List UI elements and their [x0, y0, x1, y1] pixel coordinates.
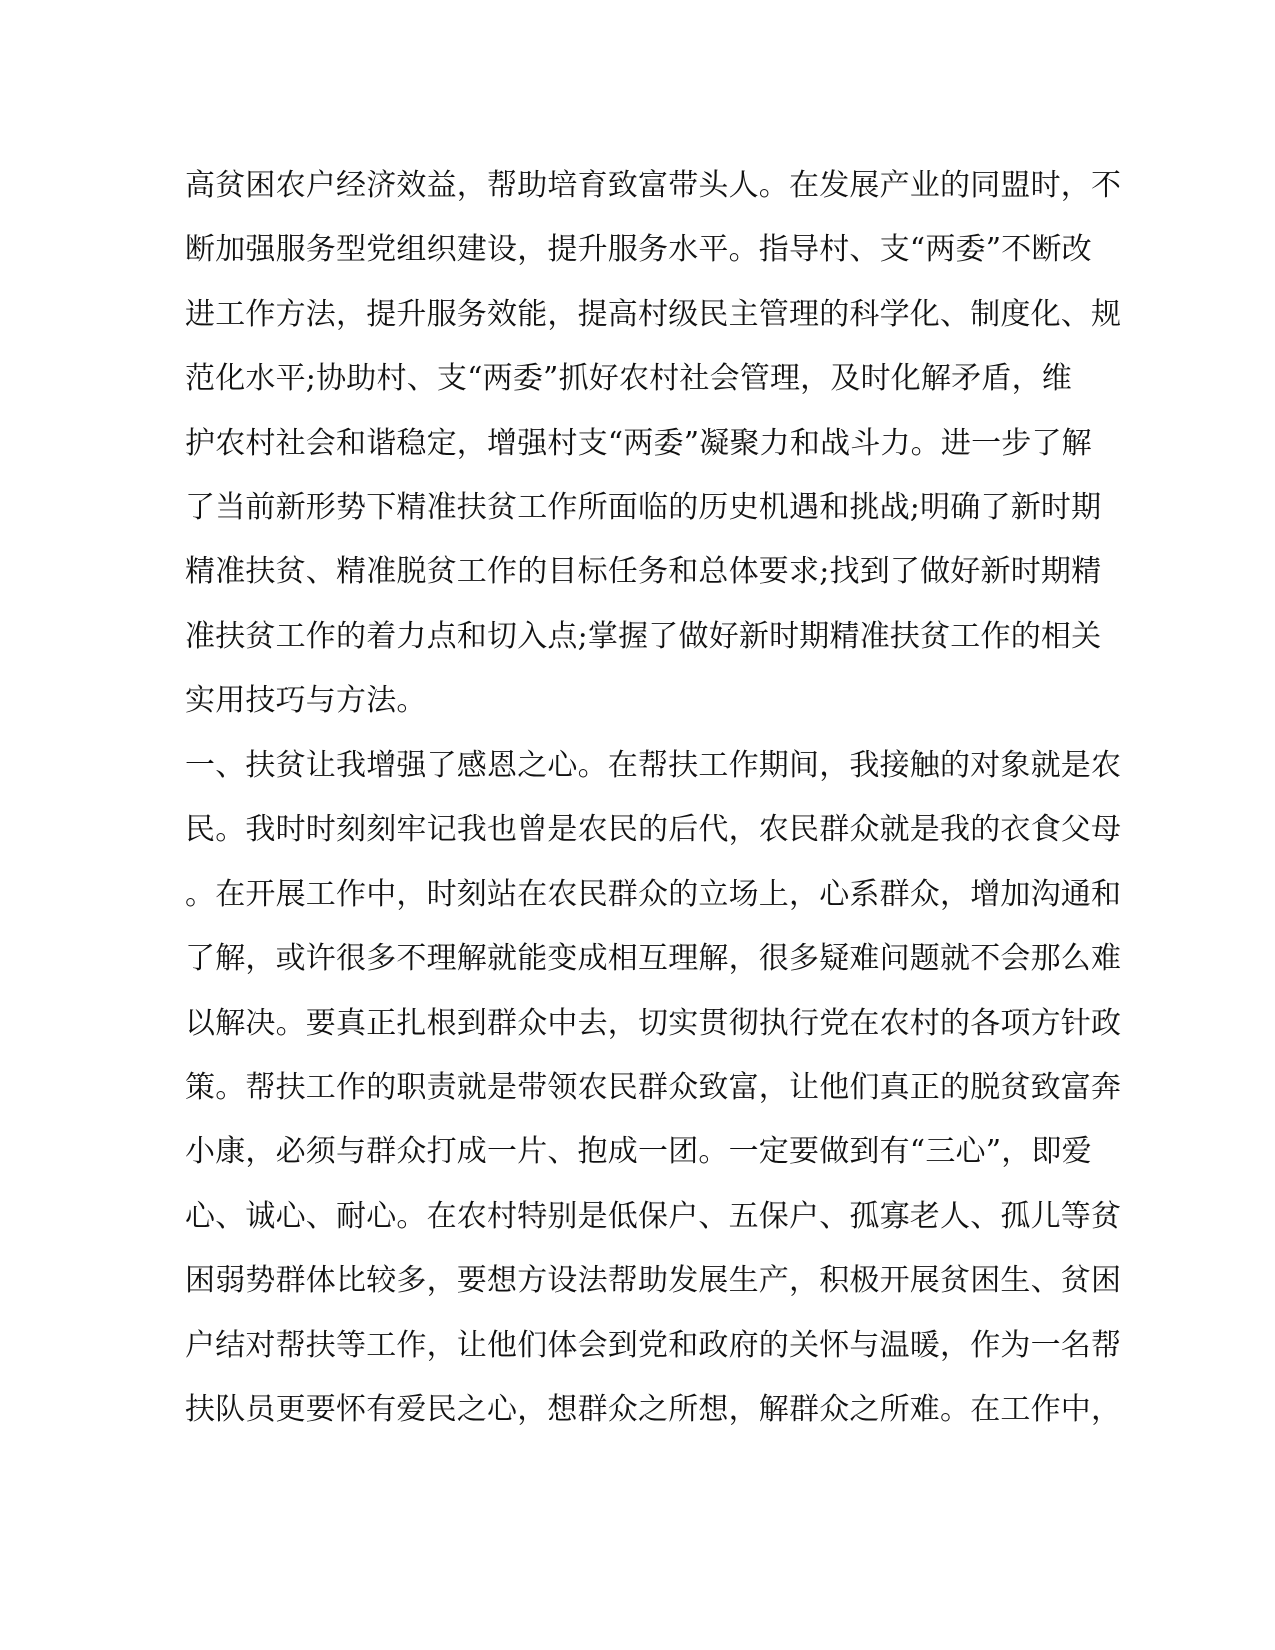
text-line: 准扶贫工作的着力点和切入点;掌握了做好新时期精准扶贫工作的相关 — [185, 618, 1102, 654]
text-line: 了当前新形势下精准扶贫工作所面临的历史机遇和挑战;明确了新时期 — [185, 489, 1102, 525]
text-line: 精准扶贫、精准脱贫工作的目标任务和总体要求;找到了做好新时期精 — [185, 554, 1102, 590]
text-line: 民。我时时刻刻牢记我也曾是农民的后代，农民群众就是我的衣食父母 — [185, 812, 1122, 848]
text-line: 高贫困农户经济效益，帮助培育致富带头人。在发展产业的同盟时，不 — [185, 168, 1122, 203]
text-line: 以解决。要真正扎根到群众中去，切实贯彻执行党在农村的各项方针政 — [185, 1005, 1122, 1041]
text-line: 。在开展工作中，时刻站在农民群众的立场上，心系群众，增加沟通和 — [185, 876, 1122, 912]
text-line: 户结对帮扶等工作，让他们体会到党和政府的关怀与温暖，作为一名帮 — [185, 1327, 1122, 1363]
text-line: 扶队员更要怀有爱民之心，想群众之所想，解群众之所难。在工作中， — [185, 1391, 1122, 1427]
text-line: 范化水平;协助村、支“两委”抓好农村社会管理，及时化解矛盾，维 — [185, 361, 1072, 397]
text-line: 了解，或许很多不理解就能变成相互理解，很多疑难问题就不会那么难 — [185, 941, 1122, 977]
text-line: 实用技巧与方法。 — [185, 683, 427, 719]
text-line: 断加强服务型党组织建设，提升服务水平。指导村、支“两委”不断改 — [185, 232, 1092, 268]
text-line: 一、扶贫让我增强了感恩之心。在帮扶工作期间，我接触的对象就是农 — [185, 748, 1122, 783]
paragraph-1 — [185, 154, 1122, 734]
text-line: 困弱势群体比较多，要想方设法帮助发展生产，积极开展贫困生、贫困 — [185, 1263, 1122, 1299]
text-line: 小康，必须与群众打成一片、抱成一团。一定要做到有“三心”，即爱 — [185, 1134, 1092, 1170]
text-line: 护农村社会和谐稳定，增强村支“两委”凝聚力和战斗力。进一步了解 — [185, 425, 1092, 461]
text-line: 心、诚心、耐心。在农村特别是低保户、五保户、孤寡老人、孤儿等贫 — [185, 1198, 1122, 1234]
text-line: 进工作方法，提升服务效能，提高村级民主管理的科学化、制度化、规 — [185, 296, 1122, 332]
text-line: 策。帮扶工作的职责就是带领农民群众致富，让他们真正的脱贫致富奔 — [185, 1069, 1122, 1105]
paragraph-2 — [185, 734, 1122, 1442]
